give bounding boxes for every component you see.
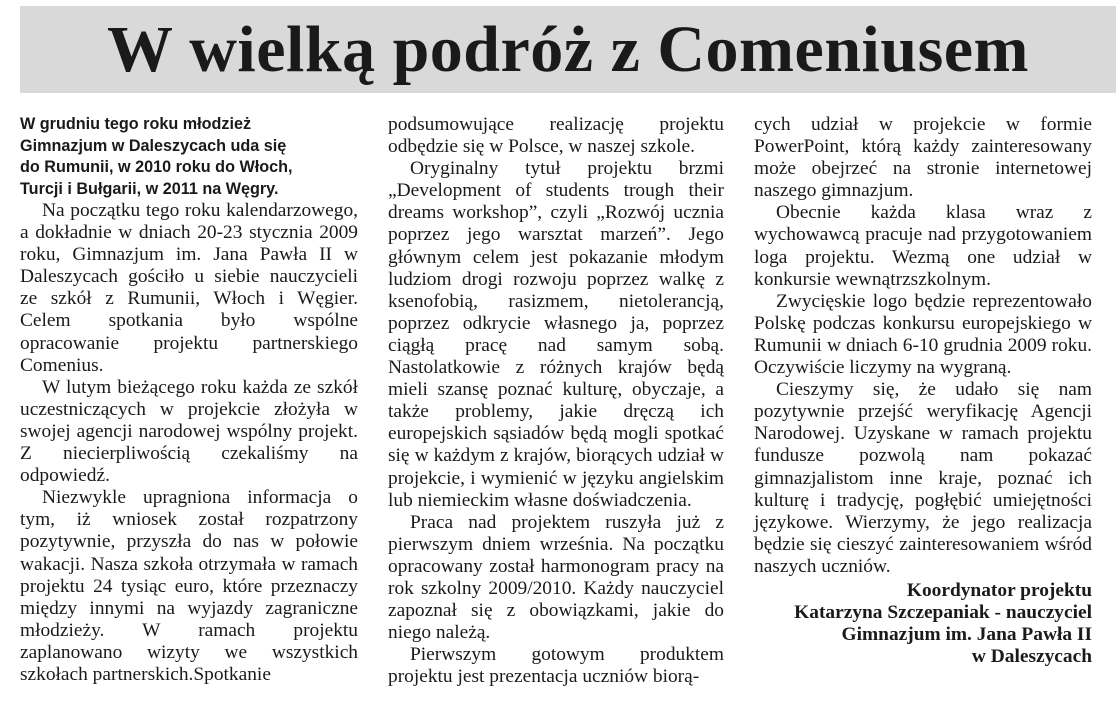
paragraph: Oryginalny tytuł projektu brzmi „Development of students trough their dreams workshop”, czyli „Rozwój ucznia poprzez jego warsztat marzeń”. Jego głównym celem jest pokazanie młodym ludziom drogi rozwoju poprzez walkę z ksenofobią, rasizmem, nietolerancją, poprzez odkrycie własnego ja, poprzez ciągłą pracę nad samym sobą. Nastolatkowie z różnych krajów będą mieli szansę poznać kulturę, obyczaje, a także problemy, jakie dręczą ich europejskich sąsiadów będą mogli spotkać się w każdym z krajów, biorących udział w projekcie, i wymienić w języku angielskim lub niemieckim własne doświadczenia.	[388, 158, 724, 511]
paragraph: Niezwykle upragniona informacja o tym, iż wniosek został rozpatrzony pozytywnie, przyszła do nas w połowie wakacji. Nasza szkoła otrzymała w ramach projektu 24 tysiąc euro, które przeznaczy między innymi na wyjazdy zagraniczne młodzieży. W ramach projektu zaplanowano wizyty we wszystkich szkołach partnerskich.Spotkanie	[20, 487, 358, 685]
paragraph: Zwycięskie logo będzie reprezentowało Polskę podczas konkursu europejskiego w Rumunii w dniach 6-10 grudnia 2009 roku. Oczywiście liczymy na wygraną.	[754, 290, 1092, 379]
paragraph: Cieszymy się, że udało się nam pozytywnie przejść weryfikację Agencji Narodowej. Uzyskane w ramach projektu fundusze pozwolą nam pokazać gimnazjalistom inne kraje, poznać ich kulturę i tradycję, pogłębić umiejętności językowe. Wierzymy, że jego realizacja będzie się cieszyć zainteresowaniem wśród naszych uczniów.	[754, 379, 1092, 577]
article-headline: W wielką podróż z Comeniusem	[106, 12, 1030, 86]
author-signature: Koordynator projektu Katarzyna Szczepaniak - nauczyciel Gimnazjum im. Jana Pawła II w Daleszycach	[794, 579, 1092, 668]
headline-band	[20, 6, 1116, 93]
paragraph: Na początku tego roku kalendarzowego, a dokładnie w dniach 20-23 stycznia 2009 roku, Gimnazjum im. Jana Pawła II w Daleszycach gościło u siebie nauczycieli ze szkół z Rumunii, Włoch i Węgier. Celem spotkania było wspólne opracowanie projektu partnerskiego Comenius.	[20, 200, 358, 376]
article-column-1	[20, 114, 358, 686]
paragraph: Praca nad projektem ruszyła już z pierwszym dniem września. Na początku opracowany został harmonogram pracy na rok szkolny 2009/2010. Każdy nauczyciel zapoznał się z obowiązkami, jakie do niego należą.	[388, 511, 724, 644]
article-column-3	[754, 114, 1092, 668]
paragraph: cych udział w projekcie w formie PowerPoint, którą każdy zainteresowany może obejrzeć na stronie internetowej naszego gimnazjum.	[754, 114, 1092, 202]
article-column-2	[388, 114, 724, 688]
paragraph: Obecnie każda klasa wraz z wychowawcą pracuje nad przygotowaniem loga projektu. Wezmą one udział w konkursie wewnątrzszkolnym.	[754, 202, 1092, 290]
article-lead: W grudniu tego roku młodzież Gimnazjum w Daleszycach uda się do Rumunii, w 2010 roku do Włoch, Turcji i Bułgarii, w 2011 na Węgry.	[20, 115, 293, 198]
paragraph: podsumowujące realizację projektu odbędzie się w Polsce, w naszej szkole.	[388, 114, 724, 158]
paragraph: W lutym bieżącego roku każda ze szkół uczestniczących w projekcie złożyła w swojej agencji narodowej wspólny projekt. Z niecierpliwością czekaliśmy na odpowiedź.	[20, 376, 358, 487]
paragraph: Pierwszym gotowym produktem projektu jest prezentacja uczniów biorą-	[388, 644, 724, 688]
